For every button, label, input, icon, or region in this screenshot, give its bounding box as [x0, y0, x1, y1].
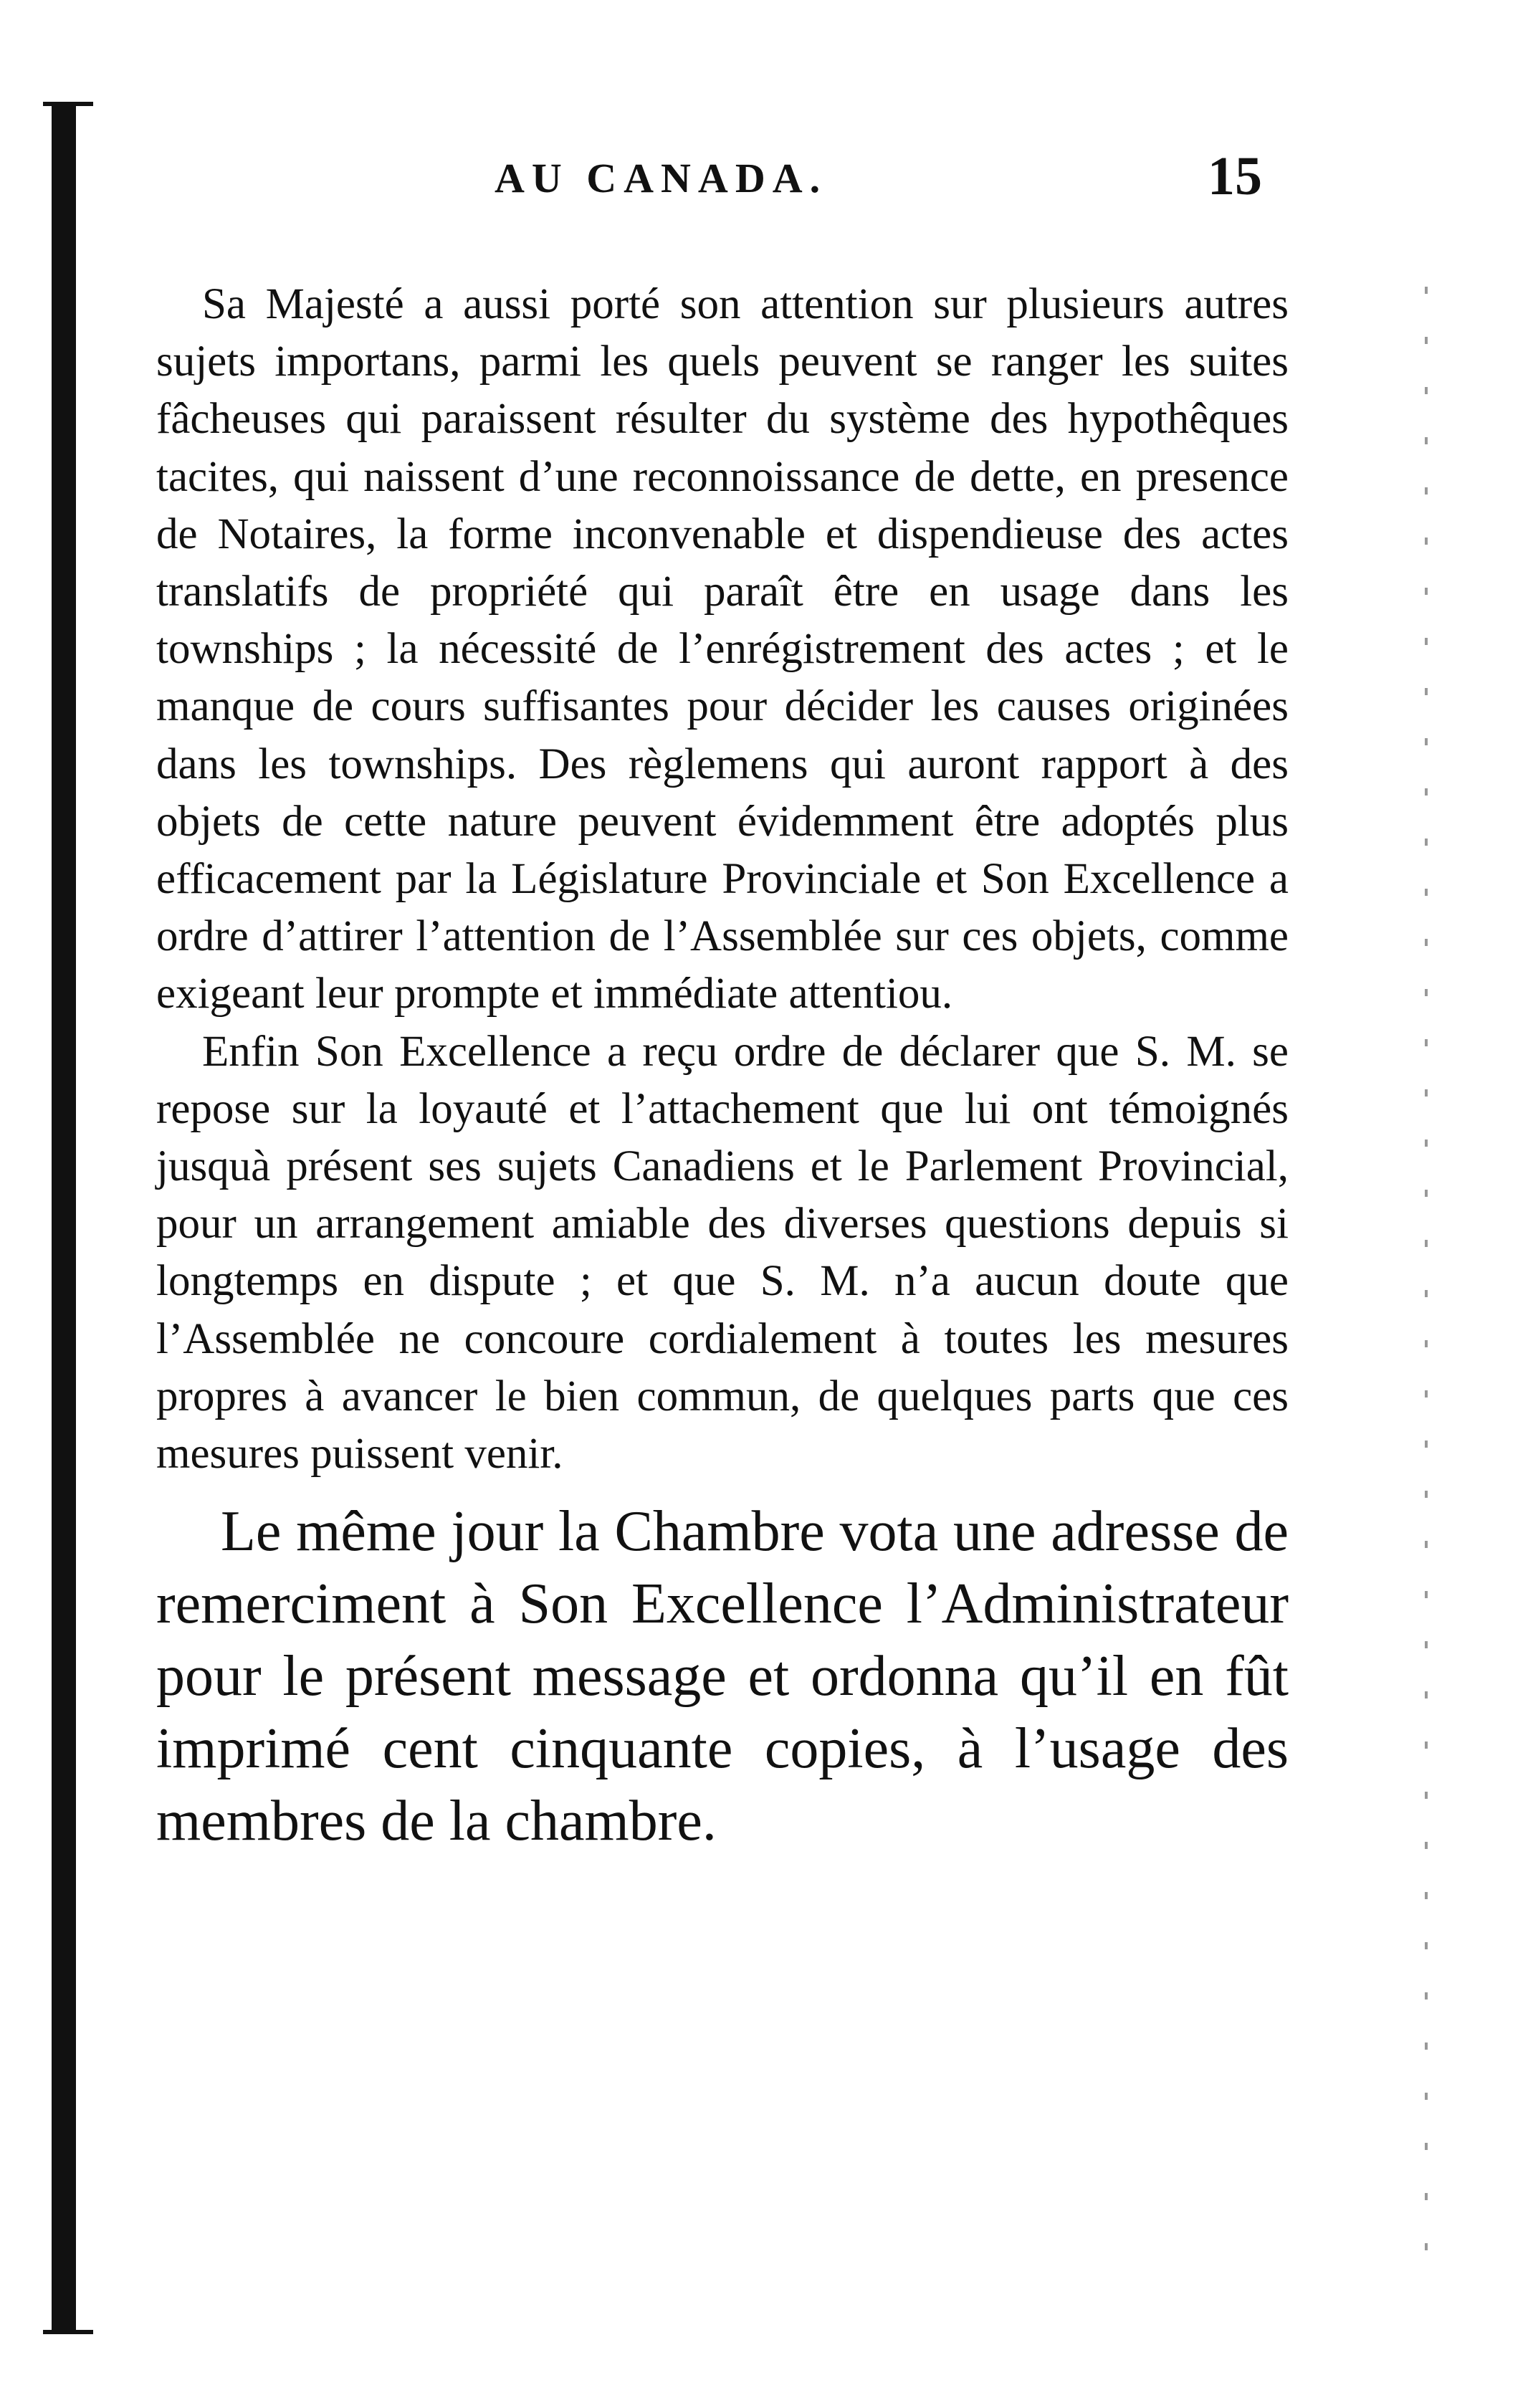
running-head [0, 146, 1533, 211]
page-edge-marks [1425, 287, 1428, 2293]
running-title: AU CANADA. [495, 155, 828, 201]
paragraph-chambre: Le même jour la Chambre vota une adresse de remerciment à Son Excellence l’Administrateur pour le présent message et ordonna qu’il en fût imprimé cent cinquante copies, à l’usage des membres de la chambre. [156, 1500, 1289, 1853]
body-text [156, 276, 1289, 1858]
paragraph-majeste: Sa Majesté a aussi porté son attention sur plusieurs autres sujets importans, parmi les quels peuvent se ranger les suites fâcheuses qui paraissent résulter du système des hypothêques tacites, qui naissent d’une reconnoissance de dette, en presence de Notaires, la forme inconvenable et dispendieuse des actes translatifs de propriété qui paraît être en usage dans les townships ; la nécessité de l’enrégistrement des actes ; et le manque de cours suffisantes pour décider les causes originées dans les townships. Des règlemens qui auront rapport à des objets de cette nature peuvent évidemment être adoptés plus efficacement par la Législature Provinciale et Son Excellence a ordre d’attirer l’attention de l’Assemblée sur ces objets, comme exigeant leur prompte et immédiate attentiou. [156, 280, 1289, 1018]
paragraph-enfin: Enfin Son Excellence a reçu ordre de déclarer que S. M. se repose sur la loyauté et l’attachement que lui ont témoignés jusquà présent ses sujets Canadiens et le Parlement Provincial, pour un arrangement amiable des diverses questions depuis si longtemps en dispute ; et que S. M. n’a aucun doute que l’Assemblée ne concoure cordialement à toutes les mesures propres à avancer le bien commun, de quelques parts que ces mesures puissent venir. [156, 1027, 1289, 1478]
binding-rule [52, 102, 76, 2334]
page-number: 15 [1208, 146, 1262, 206]
